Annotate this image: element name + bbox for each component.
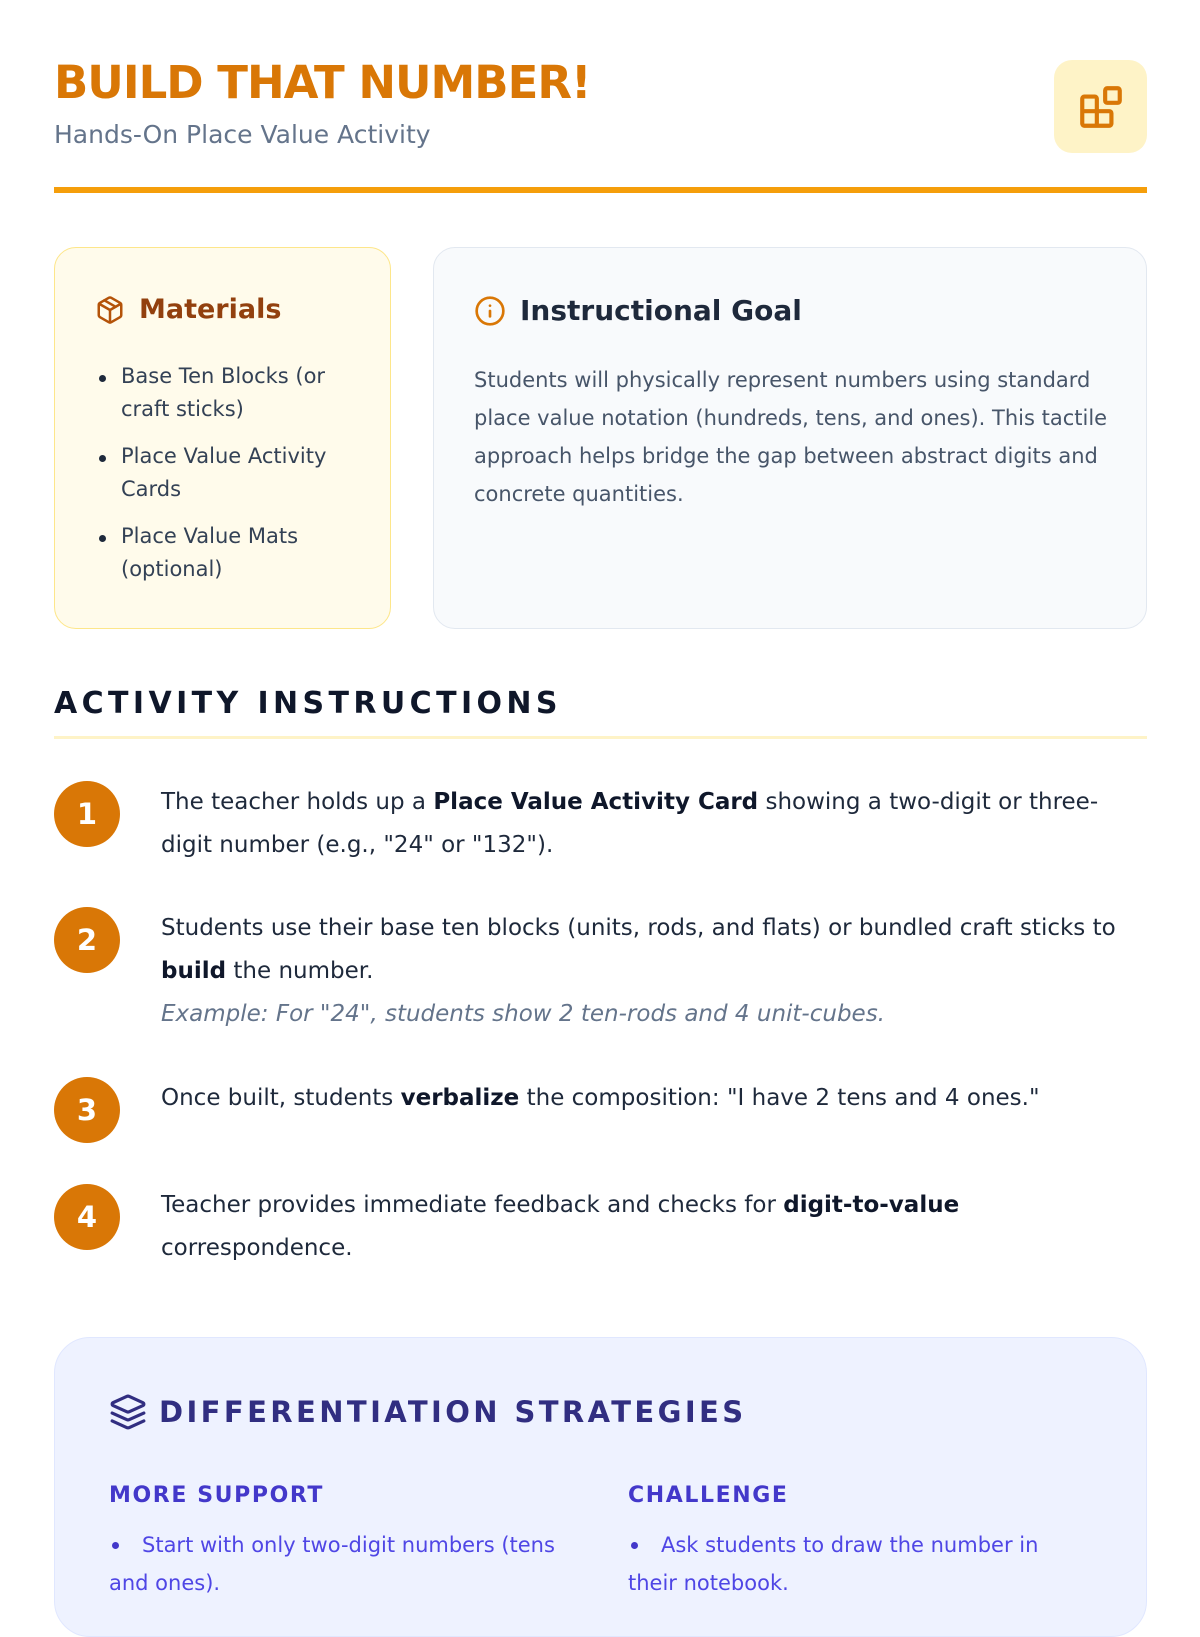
step-number-badge: 3 [54, 1077, 120, 1143]
challenge-column [628, 1483, 1093, 1602]
materials-list [99, 360, 359, 600]
instructions-divider [54, 736, 1147, 739]
support-list [109, 1526, 574, 1602]
layers-icon [109, 1393, 147, 1431]
instructions-title: ACTIVITY INSTRUCTIONS [54, 686, 562, 721]
list-item: Place Value Mats (optional) [99, 520, 359, 586]
page-title: BUILD THAT NUMBER! [54, 56, 591, 109]
differentiation-heading [109, 1393, 747, 1431]
header-divider [54, 187, 1147, 193]
package-icon [95, 295, 125, 325]
page-subtitle: Hands-On Place Value Activity [54, 120, 431, 149]
challenge-list [628, 1526, 1093, 1602]
challenge-title: CHALLENGE [628, 1483, 789, 1508]
differentiation-card [54, 1337, 1147, 1637]
step-number-badge: 1 [54, 781, 120, 847]
step-text: Once built, students verbalize the composition: "I have 2 tens and 4 ones." [161, 1085, 1040, 1111]
activity-page [54, 0, 1147, 1600]
support-column [109, 1483, 574, 1602]
step-text: Teacher provides immediate feedback and checks for digit-to-value correspondence. [161, 1192, 960, 1261]
list-item: Ask students to draw the number in their notebook. [628, 1526, 1093, 1602]
list-item: Place Value Activity Cards [99, 440, 359, 506]
materials-title: Materials [139, 294, 282, 325]
blocks-icon [1076, 82, 1126, 132]
info-icon [474, 295, 506, 327]
materials-card [54, 247, 391, 629]
list-item: Base Ten Blocks (or craft sticks) [99, 360, 359, 426]
goal-card [433, 247, 1147, 629]
materials-heading [95, 294, 281, 325]
step-number-badge: 4 [54, 1184, 120, 1250]
page-header [54, 48, 1147, 196]
goal-title: Instructional Goal [520, 294, 802, 327]
step-example: Example: For "24", students show 2 ten-rods and 4 unit-cubes. [161, 1001, 885, 1027]
differentiation-title: DIFFERENTIATION STRATEGIES [159, 1395, 747, 1429]
support-title: MORE SUPPORT [109, 1483, 325, 1508]
goal-heading [474, 294, 802, 327]
step-number-badge: 2 [54, 907, 120, 973]
logo-badge [1054, 60, 1147, 153]
step-text: The teacher holds up a Place Value Activity Card showing a two-digit or three-digit number (e.g., "24" or "132"). [161, 789, 1099, 858]
step-text: Students use their base ten blocks (units, rods, and flats) or bundled craft sticks to build the number. Example: For "24", students show 2 ten-rods and 4 unit-cubes. [161, 907, 1131, 1036]
goal-description: Students will physically represent numbers using standard place value notation (hundreds, tens, and ones). This tactile approach helps bridge the gap between abstract digits and concrete quantities. [474, 368, 1108, 506]
list-item: Start with only two-digit numbers (tens and ones). [109, 1526, 574, 1602]
